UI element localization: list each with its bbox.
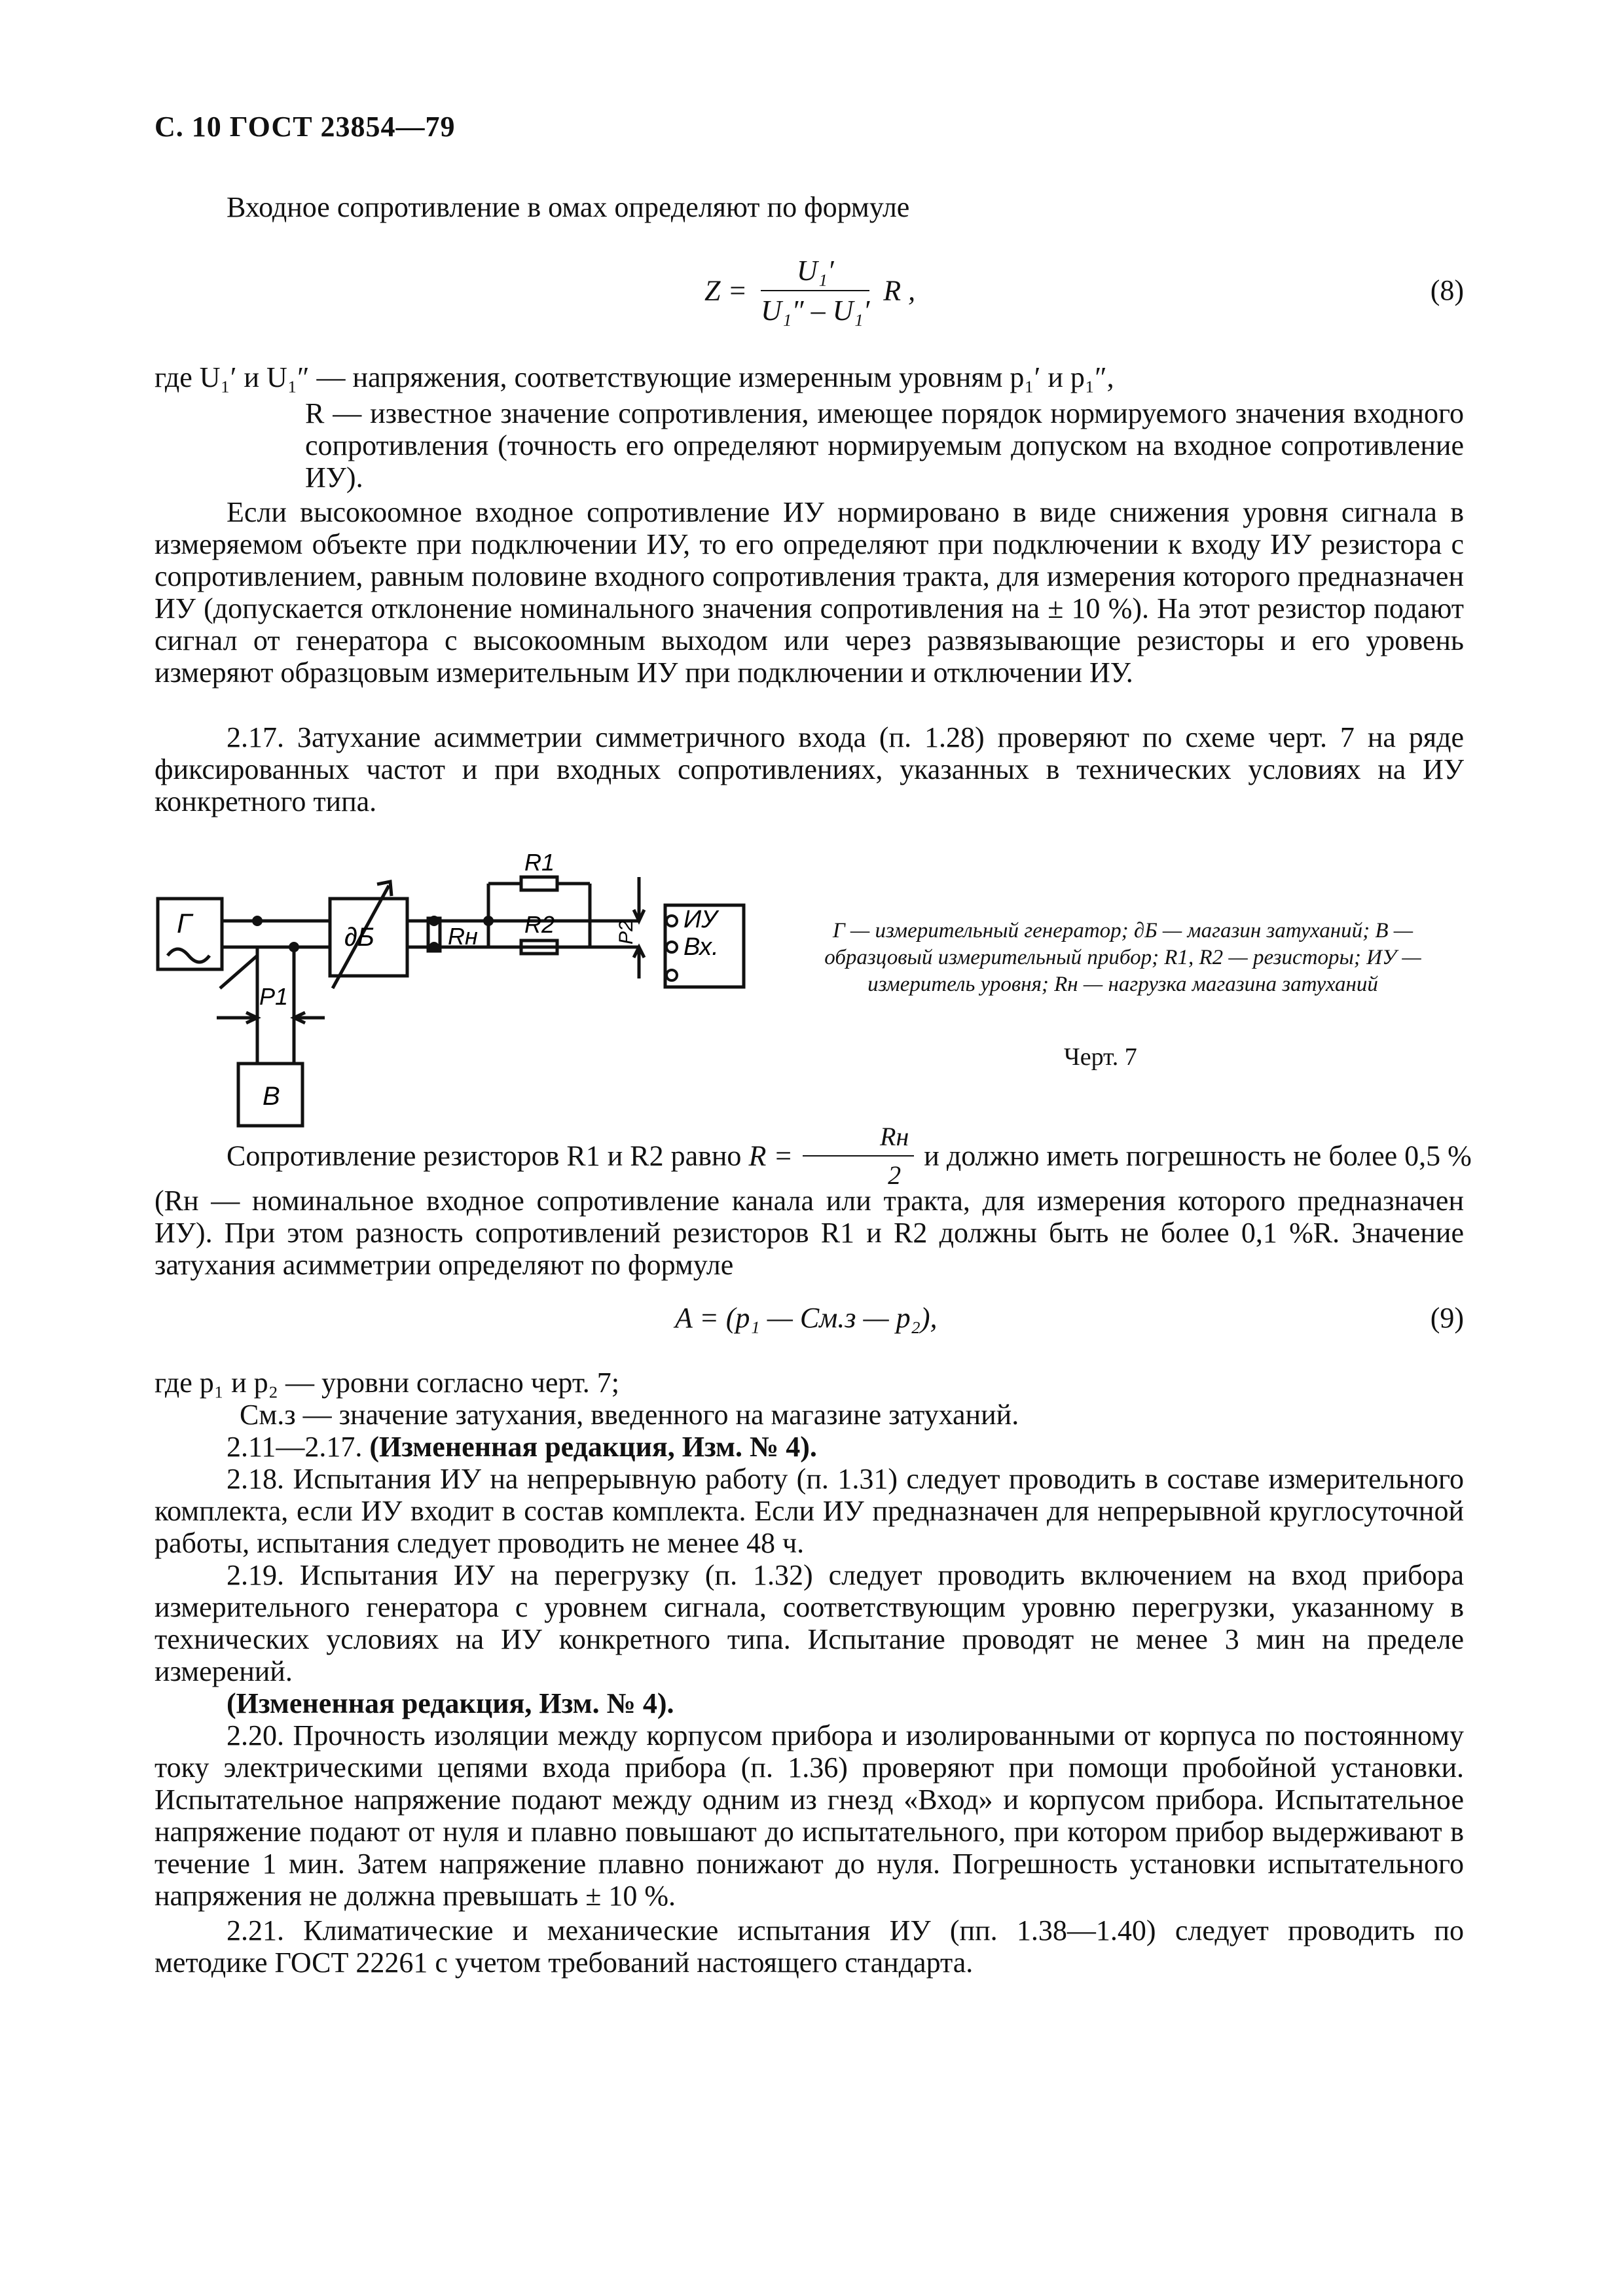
page-header: С. 10 ГОСТ 23854—79 [155, 111, 456, 143]
resistance-fraction-den: 2 [888, 1160, 902, 1190]
resistance-formula-lhs: R = [748, 1139, 793, 1172]
formula-9-number: (9) [1430, 1302, 1464, 1334]
formula-8-lhs: Z = [704, 274, 748, 307]
formula-9-text: A = (p₁ — Cм.з — p₂), [675, 1302, 938, 1334]
formula-8-tail: R , [883, 274, 916, 307]
figure-caption: Черт. 7 [1064, 1043, 1137, 1071]
load-label: Rн [448, 923, 478, 950]
where-8-line-1: где U₁′ и U₁″ — напряжения, соответствующие измеренным уровням p₁′ и p₁″, [155, 361, 1114, 393]
circuit-diagram [155, 848, 770, 1129]
where-9-line-1: где p₁ и p₂ — уровни согласно черт. 7; [155, 1367, 619, 1399]
amendment-1-range: 2.11—2.17. [227, 1431, 363, 1463]
formula-9 [155, 1301, 1464, 1340]
r2-label: R2 [524, 911, 555, 938]
p1-label: P1 [259, 983, 289, 1010]
resistance-fraction [803, 1121, 914, 1191]
formula-8-numerator: U₁′ [761, 254, 869, 291]
intro-text: Входное сопротивление в омах определяют по формуле [227, 191, 910, 223]
device-b-label: В [263, 1082, 280, 1111]
paragraph-2-17: 2.17. Затухание асимметрии симметричного входа (п. 1.28) проверяют по схеме черт. 7 на ряде фиксированных частот и при входных сопротивлениях, указанных в технических условиях на ИУ конкретного типа. [155, 721, 1464, 817]
diagram-legend: Г — измерительный генератор; ∂Б — магазин затуханий; В — образцовый измерительный прибор; R1, R2 — резисторы; ИУ — измеритель уровня; Rн — нагрузка магазина затуханий [824, 919, 1421, 996]
paragraph-resistance-rest: (Rн — номинальное входное сопротивление канала или тракта, для измерения которого предназначен ИУ). При этом разность сопротивлений резисторов R1 и R2 должны быть не более 0,1 %R. Значение затухания асимметрии определяют по формуле [155, 1185, 1464, 1281]
amendment-1-note: (Измененная редакция, Изм. № 4). [369, 1431, 817, 1463]
paragraph-resistance-line-1 [155, 1121, 1472, 1191]
paragraph-2-20: 2.20. Прочность изоляции между корпусом прибора и изолированными от корпуса по постоянному току электрическими цепями входа прибора (п. 1.36) проверяют при помощи пробойной установки. Испытательное напряжение подают между одним из гнезд «Вход» и корпусом прибора. Испытательное напряжение подают от нуля и плавно повышают до испытательного, при котором прибор выдерживают в течение 1 мин. Затем напряжение плавно понижают до нуля. Погрешность установки испытательного напряжения не должна превышать ± 10 %. [155, 1719, 1464, 1912]
p2-label: P2 [615, 920, 637, 944]
paragraph-2-21: 2.21. Климатические и механические испытания ИУ (пп. 1.38—1.40) следует проводить по методике ГОСТ 22261 с учетом требований настоящего стандарта. [155, 1914, 1464, 1979]
paragraph-2-18: 2.18. Испытания ИУ на непрерывную работу (п. 1.31) следует проводить в составе измерительного комплекта, если ИУ входит в состав комплекта. Если ИУ предназначен для непрерывной круглосуточной работы, испытания следует проводить не менее 48 ч. [155, 1463, 1464, 1559]
paragraph-high-impedance: Если высокоомное входное сопротивление ИУ нормировано в виде снижения уровня сигнала в измеряемом объекте при подключении ИУ, то его определяют при подключении к входу ИУ резистора с сопротивлением, равным половине входного сопротивления тракта, для измерения которого предназначен ИУ (допускается отклонение номинального значения сопротивления на ± 10 %). На этот резистор подают сигнал от генератора с высокоомным выходом или через развязывающие резисторы и его уровень измеряют образцовым измерительным ИУ при подключении и отключении ИУ. [155, 496, 1464, 689]
attenuator-label: ∂Б [344, 923, 374, 952]
meter-label: ИУ [684, 906, 718, 933]
r1-label: R1 [524, 849, 555, 876]
meter-input-label: Вх. [684, 933, 719, 961]
amendment-1 [155, 1431, 1464, 1463]
formula-8-number: (8) [1430, 274, 1464, 306]
resistor-r1 [521, 877, 557, 890]
resistance-fraction-num: Rн [803, 1121, 914, 1157]
resistance-text-b: и должно иметь погрешность не более 0,5 % [924, 1139, 1472, 1172]
formula-8-fraction [761, 254, 869, 327]
amendment-2: (Измененная редакция, Изм. № 4). [227, 1687, 674, 1719]
formula-8-denominator: U₁″ – U₁′ [761, 295, 870, 327]
paragraph-2-19: 2.19. Испытания ИУ на перегрузку (п. 1.32) следует проводить включением на вход прибора измерительного генератора с уровнем сигнала, соответствующим уровню перегрузки, указанному в технических условиях на ИУ конкретного типа. Испытание проводят не менее 3 мин на пределе измерений. [155, 1559, 1464, 1687]
generator-label: Г [177, 908, 192, 939]
formula-8 [155, 254, 1464, 332]
where-9-line-2: Cм.з — значение затухания, введенного на магазине затуханий. [240, 1399, 1019, 1431]
resistance-text-a: Сопротивление резисторов R1 и R2 равно [227, 1139, 742, 1172]
where-8-R: R — известное значение сопротивления, имеющее порядок нормируемого значения входного сопротивления (точность его определяют нормируемым допуском на входное сопротивление ИУ). [305, 397, 1464, 493]
